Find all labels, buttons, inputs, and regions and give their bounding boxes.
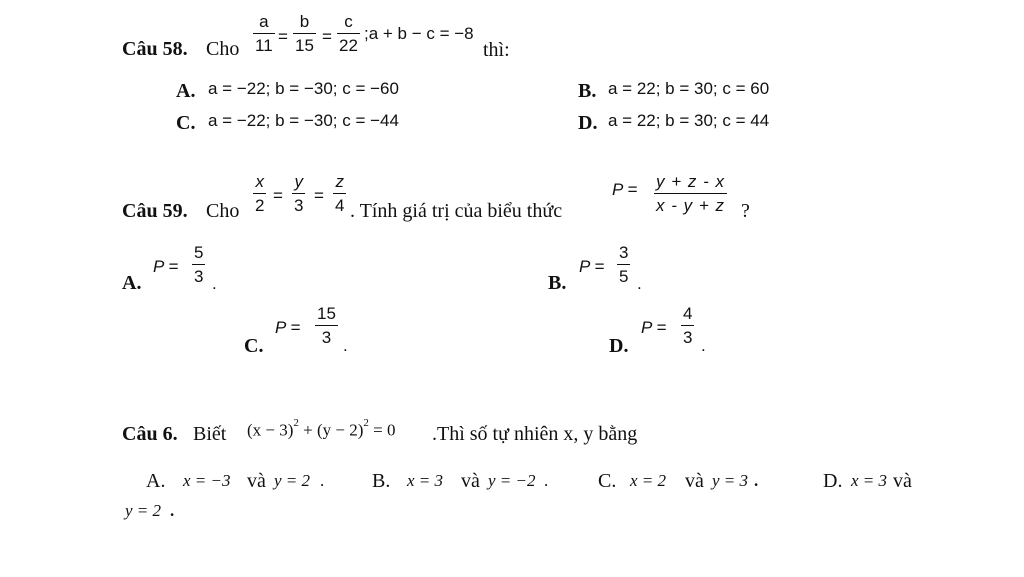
q6-option-b-end: .: [544, 471, 549, 490]
q6-option-a-va: và: [247, 470, 266, 492]
q59-expression-fraction: y + z - x x - y + z: [656, 172, 725, 215]
q6-option-a-x: x = −3: [183, 471, 231, 490]
q58-equals-1: =: [278, 27, 288, 46]
q58-option-b-letter: B.: [578, 80, 597, 102]
q6-option-d-va: và: [893, 470, 912, 492]
q59-option-d-dot: .: [701, 336, 706, 355]
q59-option-c-dot: .: [343, 336, 348, 355]
q59-fraction-z: z 4: [335, 172, 345, 215]
q6-option-c-va: và: [685, 470, 704, 492]
q6-option-c-end: .: [754, 471, 759, 490]
q59-option-d-p: P =: [641, 318, 667, 337]
q59-option-c-letter: C.: [244, 335, 264, 357]
q59-option-b-p: P =: [579, 257, 605, 276]
q58-option-d-text: a = 22; b = 30; c = 44: [608, 111, 770, 130]
q58-option-b-text: a = 22; b = 30; c = 60: [608, 79, 770, 98]
q6-option-b-x: x = 3: [407, 471, 444, 490]
q58-option-c-text: a = −22; b = −30; c = −44: [208, 111, 399, 130]
q58-option-d-letter: D.: [578, 112, 598, 134]
q58-fraction-b: b 15: [295, 12, 314, 55]
q6-label: Câu 6.: [122, 423, 178, 445]
q6-equation: $(x - 3)^2 + (y - 2)^2 = 0$: [247, 417, 396, 440]
q6-option-a-letter: A.: [146, 470, 166, 492]
q59-question-text: . Tính giá trị của biểu thức: [350, 200, 563, 222]
q58-option-c-letter: C.: [176, 112, 196, 134]
q58-option-a-letter: A.: [176, 80, 196, 102]
q6-option-d-letter: D.: [823, 470, 843, 492]
q59-option-a-p: P =: [153, 257, 179, 276]
q59-fraction-y: y 3: [294, 172, 304, 215]
q58-condition: ;a + b − c = −8: [364, 24, 474, 43]
q6-option-a-end: .: [320, 471, 325, 490]
q59-equals-2: =: [314, 186, 324, 205]
q6-option-d-x: x = 3: [851, 471, 888, 490]
q6-tail-text: .Thì số tự nhiên x, y bằng: [432, 423, 638, 445]
q59-equals-1: =: [273, 186, 283, 205]
q6-option-b-va: và: [461, 470, 480, 492]
q58-option-a-text: a = −22; b = −30; c = −60: [208, 79, 399, 98]
q6-option-d-y: y = 2: [125, 501, 162, 520]
q59-option-c-p: P =: [275, 318, 301, 337]
q6-option-a-y: y = 2: [274, 471, 311, 490]
q59-cho: Cho: [206, 200, 240, 222]
q6-option-c-x: x = 2: [630, 471, 667, 490]
q58-fraction-c: c 22: [339, 12, 358, 55]
q59-fraction-x: x 2: [255, 172, 265, 215]
q6-option-b-letter: B.: [372, 470, 391, 492]
q59-option-b-fraction: 3 5: [619, 243, 629, 286]
q59-option-a-letter: A.: [122, 272, 142, 294]
q59-option-d-fraction: 4 3: [683, 304, 693, 347]
q58-fraction-a: a 11: [255, 12, 273, 55]
q58-thi: thì:: [483, 39, 510, 61]
q59-option-d-letter: D.: [609, 335, 629, 357]
q58-cho: Cho: [206, 38, 240, 60]
q6-option-d-end: .: [170, 501, 175, 520]
q58-label: Câu 58.: [122, 38, 188, 60]
q6-option-c-y: y = 3: [712, 471, 749, 490]
q6-biet: Biết: [193, 423, 227, 445]
q59-option-b-letter: B.: [548, 272, 567, 294]
q59-label: Câu 59.: [122, 200, 188, 222]
q59-option-b-dot: .: [637, 274, 642, 293]
q59-option-c-fraction: 15 3: [317, 304, 336, 347]
q6-option-c-letter: C.: [598, 470, 617, 492]
q59-question-mark: ?: [741, 200, 750, 222]
q58-equals-2: =: [322, 27, 332, 46]
q6-option-b-y: y = −2: [488, 471, 536, 490]
q59-option-a-fraction: 5 3: [194, 243, 204, 286]
q59-p-label: P =: [612, 180, 638, 199]
q59-option-a-dot: .: [212, 274, 217, 293]
